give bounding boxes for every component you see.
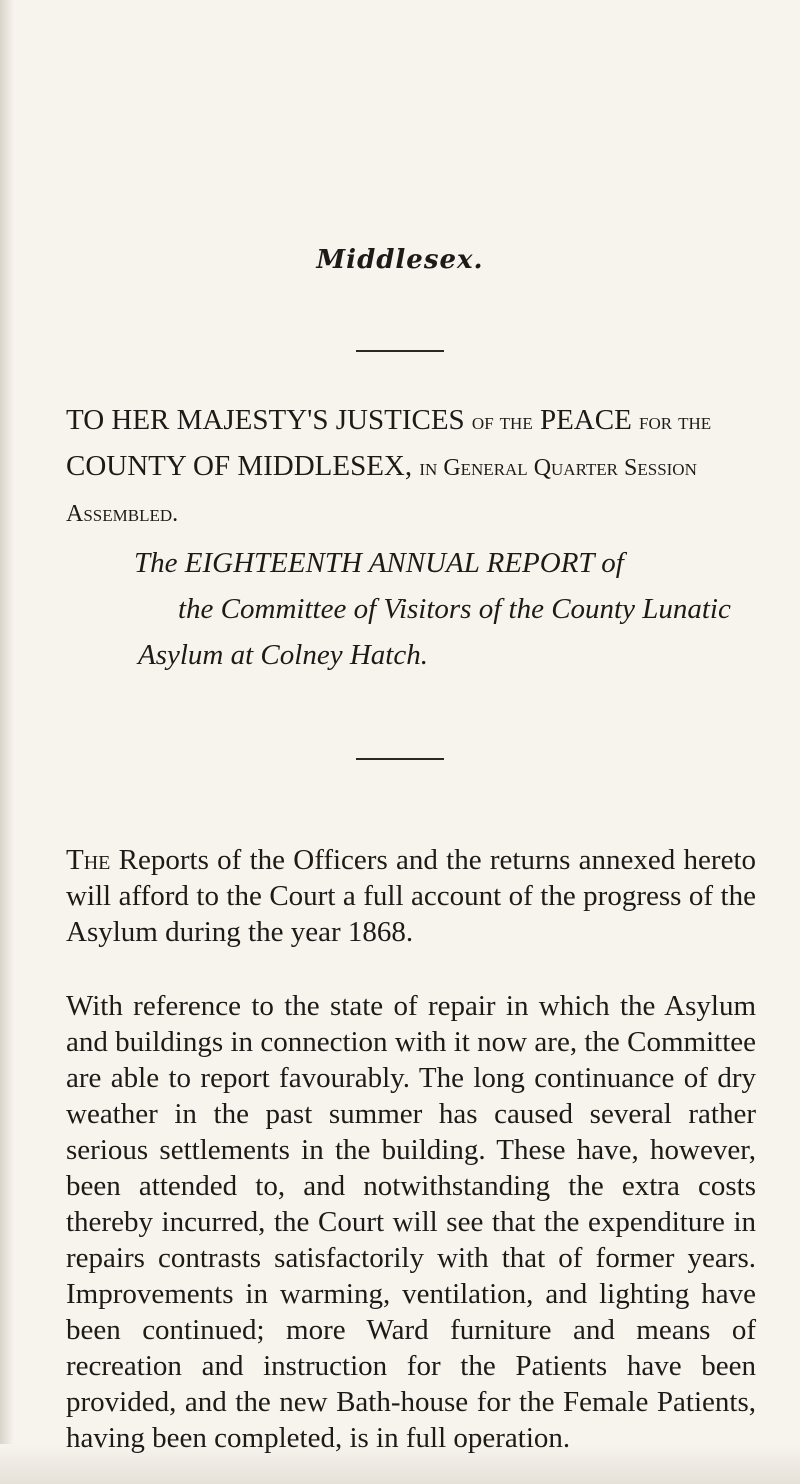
paragraph-1: [66, 842, 756, 950]
county-heading: Middlesex.: [316, 245, 484, 275]
address-part-2: of the: [471, 409, 533, 435]
divider-rule-bottom: [356, 758, 444, 760]
page-edge-shadow: [0, 0, 14, 1484]
address-part-1: TO HER MAJESTY'S JUSTICES: [66, 404, 465, 436]
address-part-3: PEACE: [539, 404, 632, 436]
report-title: [134, 540, 778, 678]
address-part-4: for the: [639, 409, 712, 435]
address-block: [66, 398, 756, 536]
paragraph-1-text: Reports of the Officers and the returns annexed hereto will afford to the Court a full account of the progress of the Asylum during the year 1868.: [66, 844, 757, 948]
address-part-5: COUNTY OF MIDDLESEX,: [66, 450, 413, 482]
title-line-1: The EIGHTEENTH ANNUAL REPORT of: [134, 547, 624, 579]
paragraph-1-lead: The: [66, 844, 111, 876]
title-line-3: Asylum at Colney Hatch.: [138, 639, 428, 671]
address-part-6: in General Quarter Session Assembled.: [66, 455, 697, 527]
divider-rule-top: [356, 350, 444, 352]
title-line-2: the Committee of Visitors of the County Lunatic: [178, 593, 731, 625]
paragraph-2: With reference to the state of repair in which the Asylum and buildings in connection with it now are, the Committee are able to report favourably. The long continuance of dry weather in the past summer has caused several rather serious settlements in the building. These have, however, been attended to, and notwithstanding the extra costs thereby incurred, the Court will see that the expenditure in repairs contrasts satisfactorily with that of former years. Improvements in warming, ventilation, and lighting have been continued; more Ward furniture and means of recreation and instruction for the Patients have been provided, and the new Bath-house for the Female Patients, having been completed, is in full operation.: [66, 990, 756, 1454]
